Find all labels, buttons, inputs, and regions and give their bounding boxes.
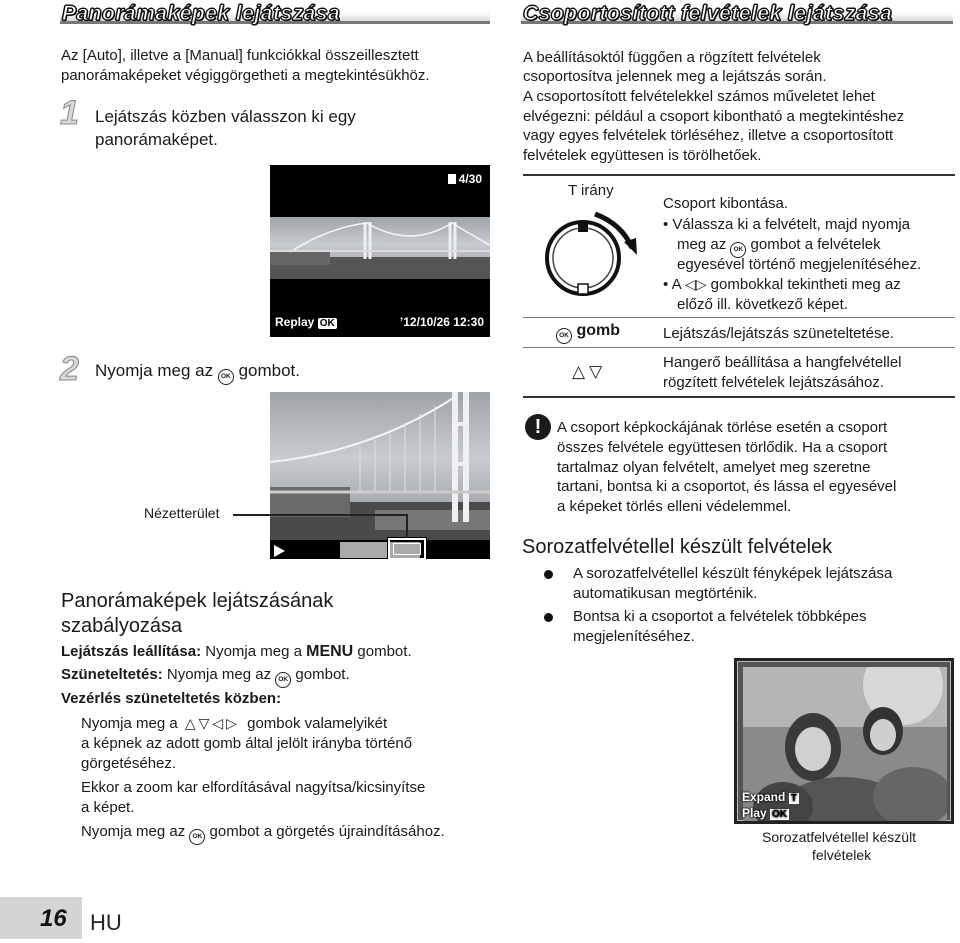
row2-key: OK gomb	[556, 322, 620, 344]
zoom-lever-icon	[540, 200, 640, 300]
row1-bullet1-line1: • Válassza ki a felvételt, majd nyomja	[663, 216, 911, 233]
caution-line1: A csoport képkockájának törlése esetén a csoport	[557, 419, 888, 436]
viewarea-label: Nézetterület	[144, 505, 220, 521]
control-p2-line1: Ekkor a zoom kar elfordításával nagyítsa/kicsinyítse	[81, 779, 426, 796]
table-rule-2	[523, 317, 955, 318]
right-intro-line3: A csoportosított felvételekkel számos műveletet lehet	[523, 88, 875, 105]
up-down-arrows-icon: △▽	[572, 362, 607, 381]
step2-text: Nyomja meg az OK gombot.	[95, 360, 300, 385]
step1-text-line1: Lejátszás közben válasszon ki egy	[95, 107, 356, 126]
ok-button-icon: OK	[556, 328, 572, 344]
control-p1-line2: a képnek az adott gomb által jelölt irányba történő	[81, 735, 413, 752]
expand-label: Expand T	[742, 790, 797, 804]
right-intro-line2: csoportosítva jelennek meg a lejátszás során.	[523, 68, 827, 85]
caution-line3: tartalmaz olyan felvételt, amelyet meg szeretne	[557, 459, 871, 476]
step2-number: 2	[60, 350, 79, 388]
row1-bullet2-line2: előző ill. következő képet.	[677, 296, 848, 313]
table-top-rule	[523, 174, 955, 176]
left-section-title: Panorámaképek lejátszása	[62, 2, 341, 25]
ok-key-badge: OK	[772, 809, 788, 820]
control-p3: Nyomja meg az OK gombot a görgetés újraindításához.	[81, 822, 445, 845]
controls-title-line2: szabályozása	[61, 615, 183, 637]
camera-screen-panorama-select	[270, 165, 490, 337]
caution-icon: !	[525, 414, 551, 440]
photo-caption-line2: felvételek	[812, 847, 872, 863]
arrow-keys-icon: △▽◁▷	[184, 715, 240, 731]
bullet-dot	[544, 570, 553, 579]
row1-key: T irány	[568, 182, 614, 199]
bullet-dot	[544, 613, 553, 622]
language-code: HU	[90, 910, 122, 935]
left-right-arrows-icon: ◁▷	[684, 276, 707, 292]
camera-screen-panorama-playback	[270, 392, 490, 559]
control-label: Vezérlés szüneteltetés közben:	[61, 690, 282, 707]
right-intro-line6: felvételek együttesen is törölhetőek.	[523, 147, 762, 164]
caution-line5: a képeket törlés elleni védelemmel.	[557, 498, 792, 515]
play-label: Play OK	[742, 806, 788, 820]
row1-bullet1-line3: egyesével történő megjelenítéséhez.	[677, 256, 922, 273]
controls-title-line1: Panorámaképek lejátszásának	[61, 590, 334, 612]
bridge-image	[270, 217, 490, 279]
step1-number: 1	[60, 94, 79, 132]
ok-button-icon: OK	[189, 829, 205, 845]
row1-bullet1-line2: meg az OK gombot a felvételek	[677, 235, 881, 258]
card-icon	[448, 174, 456, 184]
control-p1-line1: Nyomja meg a △▽◁▷ gombok valamelyikét	[81, 715, 388, 732]
left-intro: Az [Auto], illetve a [Manual] funkciókkal összeillesztett panorámaképeket végiggörgetheti a megtekintésükhöz.	[61, 47, 430, 84]
ok-button-icon: OK	[218, 369, 234, 385]
row1-bullet2-line1: • A ◁▷ gombokkal tekintheti meg az	[663, 276, 901, 293]
sequence-title: Sorozatfelvétellel készült felvételek	[522, 536, 833, 558]
row1-title: Csoport kibontása.	[663, 195, 789, 212]
photo-caption-line1: Sorozatfelvétellel készült	[762, 829, 917, 845]
ok-badge: OK	[319, 318, 335, 329]
viewing-area-frame	[388, 538, 426, 559]
replay-label: Replay OK	[275, 315, 335, 329]
table-bottom-rule	[523, 396, 955, 398]
right-intro-line5: vagy egyes felvételek törléséhez, illetve a csoportosított	[523, 127, 894, 144]
play-indicator-icon	[274, 545, 285, 557]
bullet2-line2: megjelenítéséhez.	[573, 628, 695, 645]
ok-button-icon: OK	[275, 672, 291, 688]
row3-value-line2: rögzített felvételek lejátszásához.	[663, 374, 884, 391]
row2-value: Lejátszás/lejátszás szüneteltetése.	[663, 325, 894, 342]
caution-line4: tartani, bontsa ki a csoportot, és lássa el egyesével	[557, 478, 897, 495]
bullet1-line2: automatikusan megtörténik.	[573, 585, 758, 602]
caution-line2: összes felvétele együttesen törlődik. Ha a csoport	[557, 439, 888, 456]
counter-display: 4/30	[448, 172, 482, 186]
t-key-badge: T	[790, 793, 797, 804]
panorama-thumbnail	[270, 217, 490, 279]
control-p2-line2: a képet.	[81, 799, 135, 816]
pause-instruction: Szüneteltetés: Nyomja meg az OK gombot.	[61, 665, 350, 688]
bullet2-line1: Bontsa ki a csoportot a felvételek többképes	[573, 608, 867, 625]
right-section-title: Csoportosított felvételek lejátszása	[523, 2, 893, 25]
bridge-closeup-image	[270, 392, 490, 540]
bullet1-line1: A sorozatfelvétellel készült fényképek lejátszása	[573, 565, 893, 582]
menu-key: MENU	[306, 643, 354, 660]
date-display: ’12/10/26 12:30	[399, 315, 484, 329]
panorama-playback-image	[270, 392, 490, 540]
ok-button-icon: OK	[730, 242, 746, 258]
stop-instruction: Lejátszás leállítása: Nyomja meg a MENU gombot.	[61, 643, 412, 660]
step1-text-line2: panorámaképet.	[95, 130, 218, 149]
table-rule-3	[523, 347, 955, 348]
viewarea-leader-line-down	[406, 514, 408, 538]
control-p1-line3: görgetéséhez.	[81, 755, 177, 772]
page-number: 16	[40, 905, 67, 932]
viewarea-leader-line	[233, 514, 408, 516]
right-intro-line1: A beállításoktól függően a rögzített felvételek	[523, 49, 821, 66]
row3-value-line1: Hangerő beállítása a hangfelvétellel	[663, 354, 902, 371]
right-intro-line4: elvégezni: például a csoport kibontható a megtekintéshez	[523, 108, 905, 125]
